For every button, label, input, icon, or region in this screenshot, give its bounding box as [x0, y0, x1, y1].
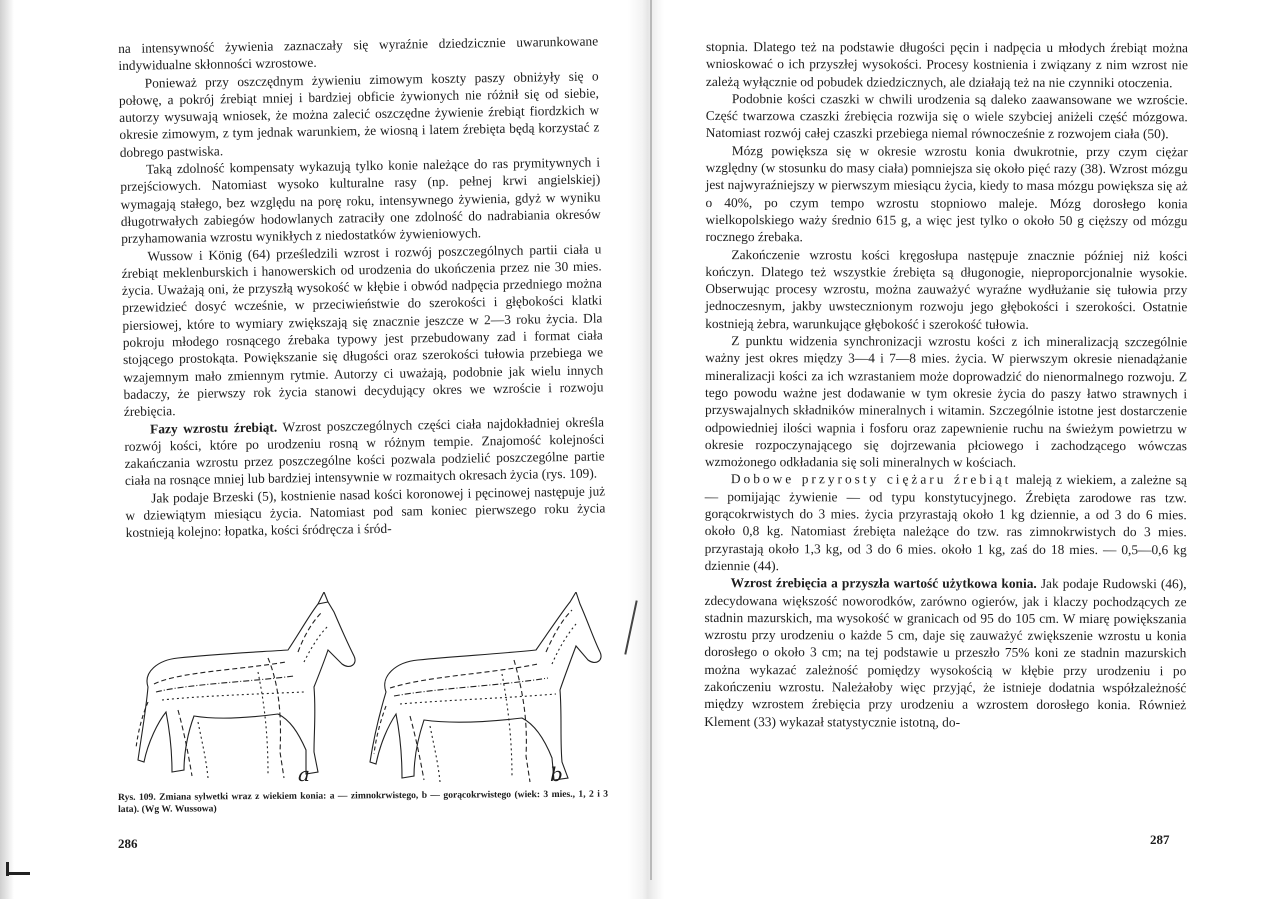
spaced-heading: Dobowe przyrosty ciężaru źrebiąt — [730, 471, 1012, 488]
paragraph-text: Wzrost poszczególnych części ciała najdokładniej określa rozwój kości, które po urodzeniu rosną w różnym tempie. Znajomość kolejności zakańczania wzrostu przez poszczególne kości pozwala podzielić poszczególne partie ciała na rosnące mniej lub bardziej intensywnie w rozmaitych okresach życia (rys. 109). — [124, 413, 605, 489]
paragraph — [124, 413, 605, 490]
paragraph: Wussow i König (64) prześledzili wzrost i rozwój poszczególnych partii ciała u źrebiąt meklenburskich i hanowerskich od urodzenia do ukończenia przez nie 30 mies. życia. Uważają oni, że przyszłą wysokość w kłębie i obwód nadpęcia przedniego można przewidzieć dosyć wcześnie, w przeciwieństwie do szerokości i głębokości klatki piersiowej, które to wymiary zwiększają się znacznie jeszcze w 2—3 roku życia. Dla pokroju młodego rosnącego źrebaka typowy jest przebudowany zad i format ciała stojącego prostokąta. Powiększanie się długości oraz szerokości tułowia przebiega we wzajemnym mało zmiennym rytmie. Autorzy ci uważają, podobnie jak wielu innych badaczy, że pierwszy rok życia stanowi decydujący okres we wzroście i rozwoju źrebięcia. — [121, 240, 604, 420]
gutter-line — [650, 0, 652, 880]
paragraph-text: maleją z wiekiem, a zależne są — pomijając żywienie — od typu konstytucyjnego. Źrebięta zarodowe ras tzw. gorącokrwistych do 3 mies. życia przyrastają około 1 kg dziennie, a od 3 do 6 mies. około 0,8 kg. Natomiast źrebięta należące do tzw. ras zimnokrwistych do 3 mies. przyrastają około 1,3 kg, od 3 do 6 mies. około 1 kg, zaś do 18 mies. — 0,5—0,6 kg dziennie (44). — [704, 472, 1187, 574]
figure-horse-silhouettes — [118, 592, 606, 792]
paragraph: Podobnie kości czaszki w chwili urodzenia są daleko zaawansowane we wzroście. Część twarzowa czaszki źrebięcia rozwija się o wiele szybciej aniżeli część mózgowa. Natomiast rozwój całej czaszki przebiega niemal równocześnie z rozwojem ciała (50). — [705, 90, 1188, 142]
page-number-right: 287 — [1150, 832, 1170, 847]
left-page-text — [118, 32, 606, 541]
paragraph: na intensywność żywienia zaznaczały się wyraźnie dziedzicznie uwarunkowane indywidualne skłonności wzrostowe. — [118, 33, 599, 74]
figure-label-b: b — [550, 762, 563, 786]
paragraph: Zakończenie wzrostu kości kręgosłupa następuje znacznie później niż kości kończyn. Dlatego też wszystkie źrebięta są długonogie, nieproporcjonalnie wysokie. Obserwując procesy wzrostu, można zauważyć wyraźne wydłużanie się tułowia przy jednoczesnym, jakby uwstecznionym rozwoju jego głębokości i szerokości. Ostatnie kostnieją żebra, warunkujące głębokość i szerokość tułowia. — [705, 246, 1188, 332]
paragraph: Mózg powiększa się w okresie wzrostu konia dwukrotnie, przy czym ciężar względny (w stosunku do masy ciała) pomniejsza się około pięć razy (38). Wzrost mózgu jest najwyraźniejszy w pierwszym miesiącu życia, kiedy to masa mózgu powiększa się aż o 40%, po czym tempo wzrostu stopniowo maleje. Mózg dorosłego konia wielkopolskiego waży średnio 615 g, a więc jest tylko o około 50 g cięższy od mózgu rocznego źrebaka. — [705, 142, 1188, 245]
paragraph: stopnia. Dlatego też na podstawie długości pęcin i nadpęcia u młodych źrebiąt można wnioskować o ich przyszłej wysokości. Procesy kostnienia i związany z nim wzrost nie zależą wyłącznie od pobudek dziedzicznych, ale działają też na nie czynniki otoczenia. — [705, 38, 1188, 90]
section-heading: Wzrost źrebięcia a przyszła wartość użytkowa konia. — [730, 575, 1037, 592]
section-heading: Fazy wzrostu źrebiąt. — [149, 419, 278, 437]
paragraph: Taką zdolność kompensaty wykazują tylko konie należące do ras prymitywnych i przejściowych. Natomiast wysoko kulturalne rasy (np. pełnej krwi angielskiej) wymagają stałego, bez względu na porę roku, intensywnego żywienia, gdyż w wyniku długotrwałych zabiegów hodowlanych zatraciły one zdolność do nadrabiania okresów przyhamowania wzrostu wynikłych z niedostatków żywieniowych. — [120, 154, 601, 247]
page-number-left: 286 — [118, 836, 138, 851]
paragraph: Z punktu widzenia synchronizacji wzrostu kości z ich mineralizacją szczególnie ważny jest okres między 3—4 i 7—8 mies. życia. W pierwszym okresie nienadążanie mineralizacji kości za ich wzrastaniem może doprowadzić do nienormalnego rozwoju. Z tego powodu ważne jest dodawanie w tym okresie życia do paszy łatwo strawnych i przyswajalnych składników mineralnych i witamin. Szczególnie istotne jest dostarczenie odpowiedniej ilości wapnia i fosforu oraz zapewnienie ruchu na świeżym powietrzu w okresie rozpoczynającego się dojrzewania płciowego i zachodzącego wówczas wzmożonego odkładania się soli mineralnych w kościach. — [704, 333, 1188, 470]
right-page-text — [704, 38, 1188, 731]
figure-label-a: a — [298, 762, 310, 786]
page-edge-shadow — [0, 0, 14, 899]
figure-caption: Rys. 109. Zmiana sylwetki wraz z wiekiem konia: a — zimnokrwistego, b — gorącokrwistego (wiek: 3 mies., 1, 2 i 3 lata). (Wg W. Wussowa) — [118, 788, 609, 815]
paragraph: Jak podaje Brzeski (5), kostnienie nasad kości koronowej i pęcinowej następuje już w dziewiątym miesiącu życia. Natomiast pod sam koniec pierwszego roku życia kostnieją kolejno: łopatka, kości śródręcza i śród- — [125, 483, 606, 541]
gutter-shadow — [628, 0, 664, 899]
paragraph-text: Jak podaje Rudowski (46), zdecydowana większość noworodków, zarówno ogierów, jak i klaczy pochodzących ze stadnin mazurskich, ma wysokość w granicach od 95 do 105 cm. W miarę powiększania wzrostu przy urodzeniu o każde 5 cm, daje się zauważyć zwiększenie wzrostu u konia dorosłego o około 3 cm; na tej podstawie u przeszło 75% koni ze stadnin mazurskich można wykazać zależność pomiędzy wysokością w kłębie przy urodzeniu i po zakończeniu wzrostu. Należałoby więc przyjąć, że istnieje dodatnia współzależność między wzrostem źrebięcia przy urodzeniu a wzrostem dorosłego konia. Również Klement (33) wykazał statystycznie istotną, do- — [704, 576, 1187, 730]
paragraph — [704, 574, 1186, 731]
paragraph — [705, 470, 1187, 575]
paragraph: Ponieważ przy oszczędnym żywieniu zimowym koszty paszy obniżyły się o połowę, a pokrój źrebiąt mniej i bardziej obficie żywionych nie różnił się od siebie, autorzy wysuwają wniosek, że można zalecić oszczędne żywienie źrebiąt fiordzkich w okresie zimowym, z tym jednak warunkiem, że wiosną i latem źrebięta będą korzystać z dobrego pastwiska. — [118, 68, 600, 160]
horse-silhouette-drawing — [118, 592, 606, 792]
edge-mark — [8, 872, 30, 875]
edge-mark — [6, 862, 9, 876]
